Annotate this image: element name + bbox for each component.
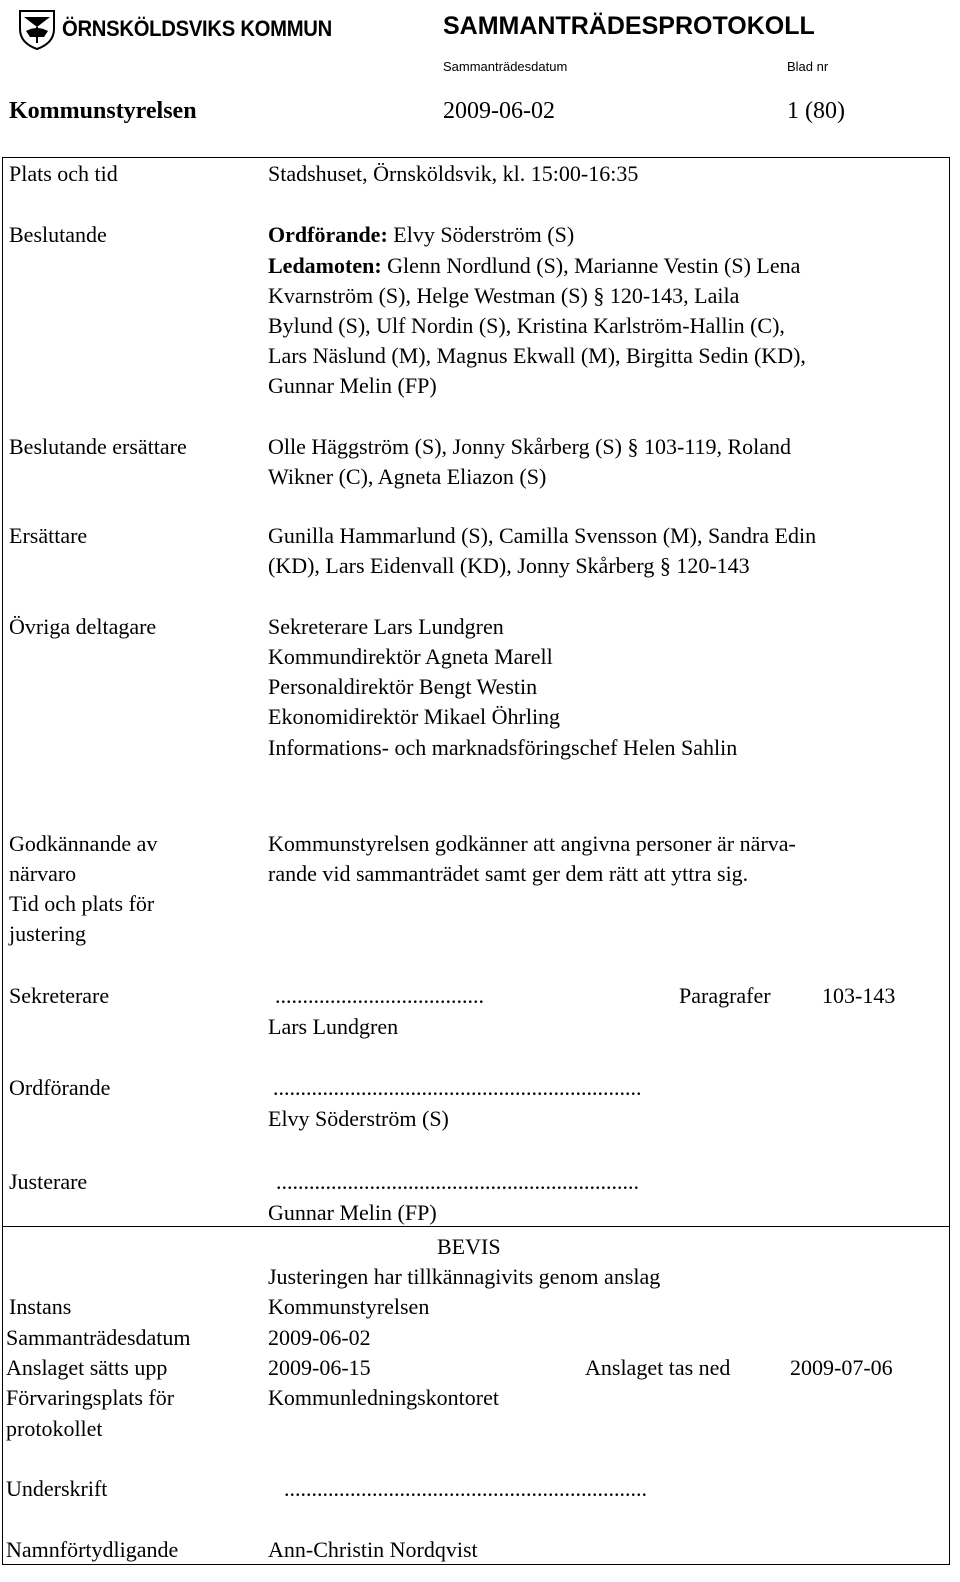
section-divider [2, 1226, 950, 1227]
paragraphs-label: Paragrafer [679, 983, 771, 1008]
chair-signature-name: Elvy Söderström (S) [268, 1106, 449, 1131]
other-participant: Ekonomidirektör Mikael Öhrling [268, 704, 561, 729]
approval-text: rande vid sammanträdet samt ger dem rätt att yttra sig. [268, 861, 749, 886]
document-type-title: SAMMANTRÄDESPROTOKOLL [443, 12, 815, 40]
adjustment-label: justering [9, 921, 86, 946]
instance-label: Instans [9, 1294, 72, 1319]
adjuster-name: Gunnar Melin (FP) [268, 1200, 437, 1225]
chair-key: Ordförande: [268, 222, 388, 247]
instance-value: Kommunstyrelsen [268, 1294, 430, 1319]
posted-date-value: 2009-06-15 [268, 1355, 371, 1380]
approval-label: Godkännande av [9, 831, 158, 856]
municipality-logo [18, 6, 355, 52]
storage-location-value: Kommunledningskontoret [268, 1385, 499, 1410]
municipality-name: ÖRNSKÖLDSVIKS KOMMUN [62, 16, 332, 41]
removed-date-value: 2009-07-06 [790, 1355, 893, 1380]
meeting-date: 2009-06-02 [443, 98, 555, 124]
adjustment-label: Tid och plats för [9, 891, 155, 916]
posted-date-label: Anslaget sätts upp [6, 1355, 168, 1380]
members-label: Beslutande [9, 222, 107, 247]
acting-substitutes-label: Beslutande ersättare [9, 434, 187, 459]
members-line [268, 251, 800, 281]
name-clarification-value: Ann-Christin Nordqvist [268, 1537, 478, 1562]
page-number-label: Blad nr [787, 59, 829, 74]
paragraphs-value: 103-143 [822, 983, 896, 1008]
certificate-title: BEVIS [437, 1234, 501, 1259]
members-text: Gunnar Melin (FP) [268, 373, 437, 398]
certificate-subtitle: Justeringen har tillkännagivits genom anslag [268, 1264, 661, 1289]
meeting-date-label: Sammanträdesdatum [443, 59, 568, 74]
approval-text: Kommunstyrelsen godkänner att angivna personer är närva- [268, 831, 796, 856]
substitutes-text: (KD), Lars Eidenvall (KD), Jonny Skårberg § 120-143 [268, 553, 750, 578]
members-text: Glenn Nordlund (S), Marianne Vestin (S) Lena [387, 253, 801, 278]
acting-substitutes-text: Wikner (C), Agneta Eliazon (S) [268, 464, 547, 489]
other-participant: Personaldirektör Bengt Westin [268, 674, 538, 699]
members-text: Bylund (S), Ulf Nordin (S), Kristina Karlström-Hallin (C), [268, 313, 785, 338]
place-label: Plats och tid [9, 161, 118, 186]
secretary-label: Sekreterare [9, 983, 110, 1008]
other-participant: Sekreterare Lars Lundgren [268, 614, 504, 639]
substitutes-label: Ersättare [9, 523, 88, 548]
storage-location-label: protokollet [6, 1416, 103, 1441]
secretary-signature-line: ...................................... [275, 983, 484, 1008]
meeting-date-row-label: Sammanträdesdatum [6, 1325, 191, 1350]
chair-line [268, 220, 574, 250]
chair-name: Elvy Söderström (S) [393, 222, 575, 247]
approval-label: närvaro [9, 861, 77, 886]
members-key: Ledamoten: [268, 253, 382, 278]
chair-signature-line: ................................................................... [273, 1075, 642, 1100]
members-text: Lars Näslund (M), Magnus Ekwall (M), Birgitta Sedin (KD), [268, 343, 806, 368]
storage-location-label: Förvaringsplats för [6, 1385, 175, 1410]
signature-line: .................................................................. [284, 1476, 647, 1501]
adjuster-label: Justerare [9, 1169, 88, 1194]
acting-substitutes-text: Olle Häggström (S), Jonny Skårberg (S) § 103-119, Roland [268, 434, 792, 459]
other-participant: Informations- och marknadsföringschef Helen Sahlin [268, 735, 738, 760]
page-number: 1 (80) [787, 98, 845, 124]
organ-name: Kommunstyrelsen [9, 98, 197, 124]
meeting-date-row-value: 2009-06-02 [268, 1325, 371, 1350]
other-participants-label: Övriga deltagare [9, 614, 157, 639]
substitutes-text: Gunilla Hammarlund (S), Camilla Svensson (M), Sandra Edin [268, 523, 817, 548]
members-text: Kvarnström (S), Helge Westman (S) § 120-143, Laila [268, 283, 740, 308]
place-value: Stadshuset, Örnsköldsvik, kl. 15:00-16:35 [268, 161, 639, 186]
other-participant: Kommundirektör Agneta Marell [268, 644, 553, 669]
name-clarification-label: Namnförtydligande [6, 1537, 179, 1562]
secretary-name: Lars Lundgren [268, 1014, 399, 1039]
signature-label: Underskrift [6, 1476, 108, 1501]
chair-signature-label: Ordförande [9, 1075, 111, 1100]
adjuster-signature-line: .................................................................. [276, 1169, 639, 1194]
removed-date-label: Anslaget tas ned [585, 1355, 731, 1380]
coat-of-arms-icon [18, 7, 56, 51]
